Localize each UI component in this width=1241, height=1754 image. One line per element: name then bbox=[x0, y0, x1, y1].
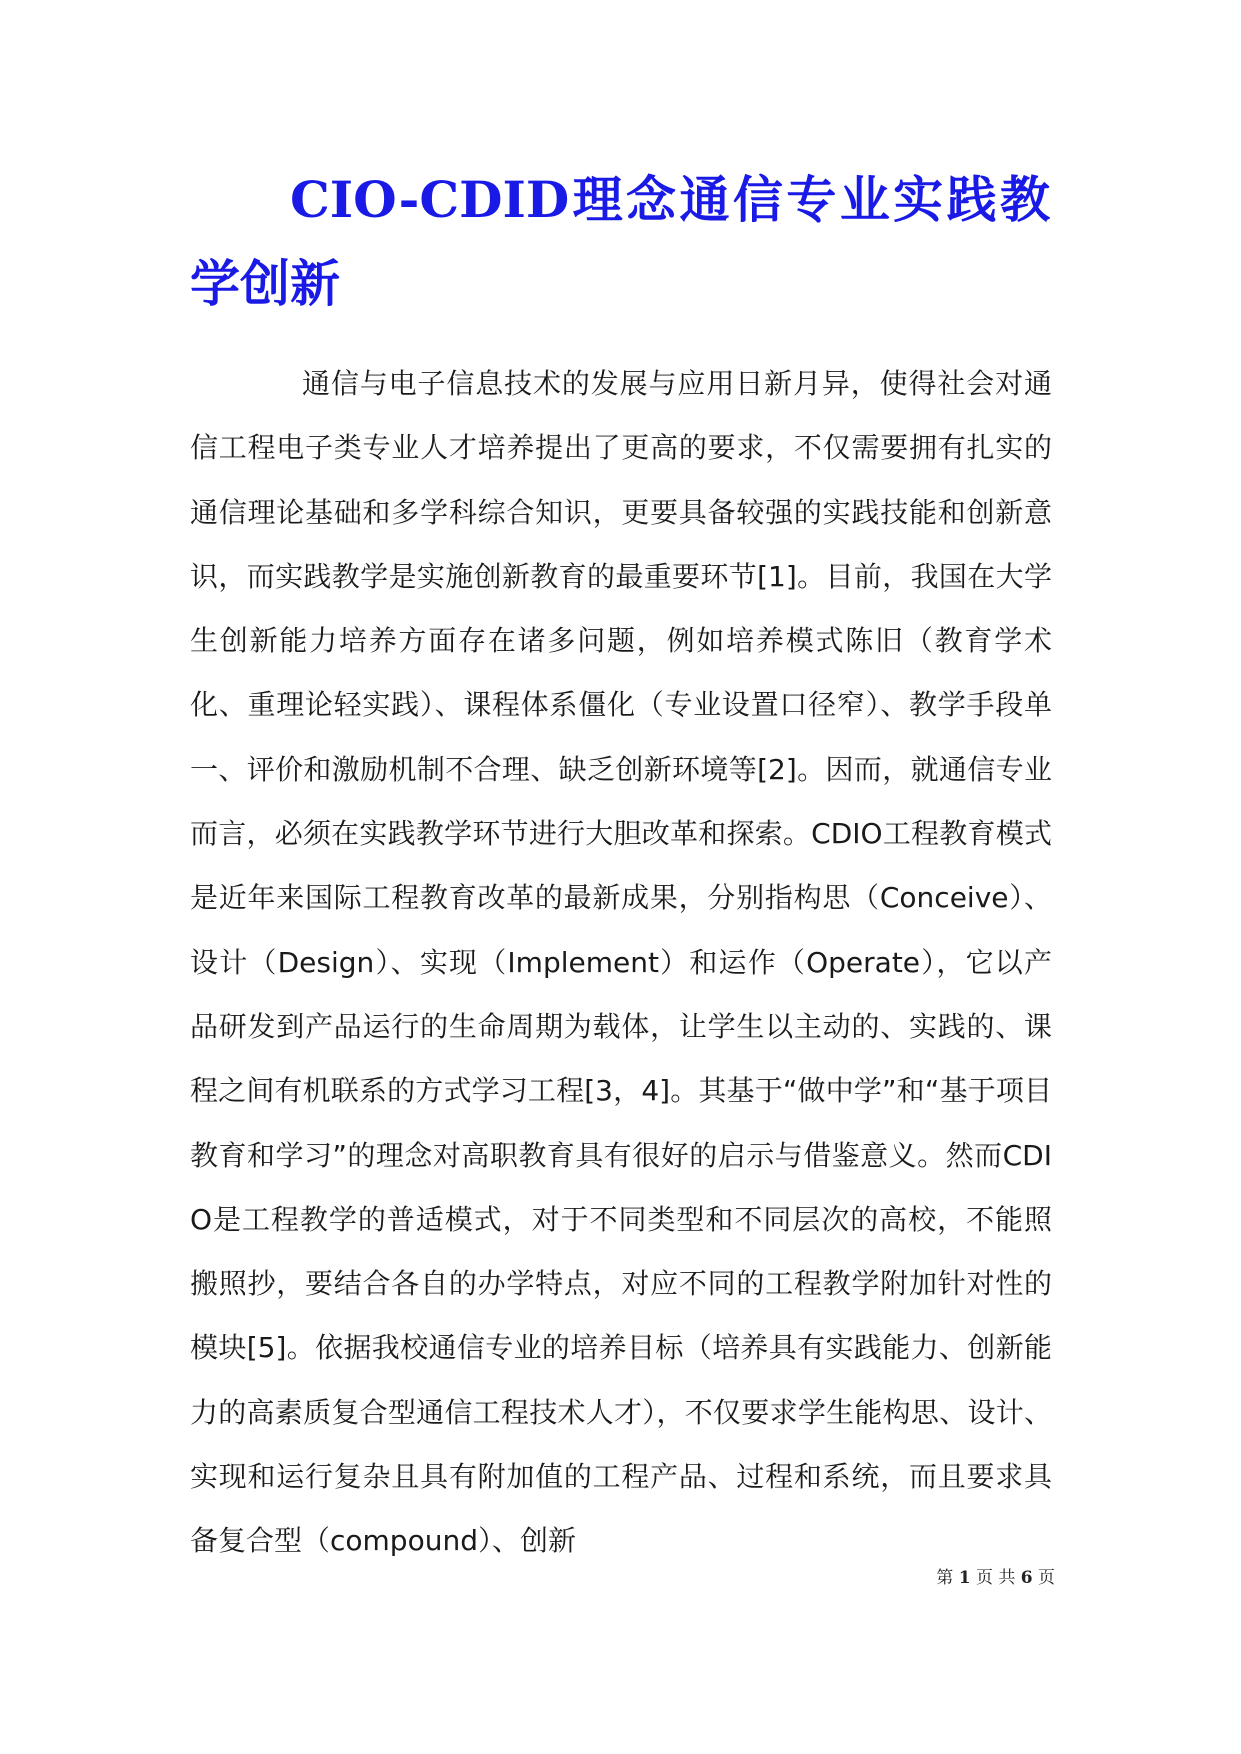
page-footer bbox=[900, 1566, 1055, 1590]
body-paragraph: 通信与电子信息技术的发展与应用日新月异，使得社会对通信工程电子类专业人才培养提出了更高的要求，不仅需要拥有扎实的通信理论基础和多学科综合知识，更要具备较强的实践技能和创新意识，而实践教学是实施创新教育的最重要环节[1]。目前，我国在大学生创新能力培养方面存在诸多问题，例如培养模式陈旧（教育学术化、重理论轻实践）、课程体系僵化（专业设置口径窄）、教学手段单一、评价和激励机制不合理、缺乏创新环境等[2]。因而，就通信专业而言，必须在实践教学环节进行大胆改革和探索。CDIO工程教育模式是近年来国际工程教育改革的最新成果，分别指构思（Conceive）、设计（Design）、实现（Implement）和运作（Operate），它以产品研发到产品运行的生命周期为载体，让学生以主动的、实践的、课程之间有机联系的方式学习工程[3，4]。其基于“做中学”和“基于项目教育和学习”的理念对高职教育具有很好的启示与借鉴意义。然而CDIO是工程教学的普适模式，对于不同类型和不同层次的高校，不能照搬照抄，要结合各自的办学特点，对应不同的工程教学附加针对性的模块[5]。依据我校通信专业的培养目标（培养具有实践能力、创新能力的高素质复合型通信工程技术人才），不仅要求学生能构思、设计、实现和运行复杂且具有附加值的工程产品、过程和系统，而且要求具备复合型（compound）、创新 bbox=[190, 367, 1052, 1558]
footer-suffix: 页 bbox=[1038, 1568, 1055, 1588]
footer-page-current: 1 bbox=[958, 1568, 971, 1588]
footer-prefix: 第 bbox=[936, 1568, 954, 1588]
footer-page-total: 6 bbox=[1020, 1568, 1033, 1588]
footer-middle: 页 共 bbox=[975, 1568, 1016, 1588]
document-title: CIO-CDID理念通信专业实践教学创新 bbox=[190, 170, 1050, 313]
